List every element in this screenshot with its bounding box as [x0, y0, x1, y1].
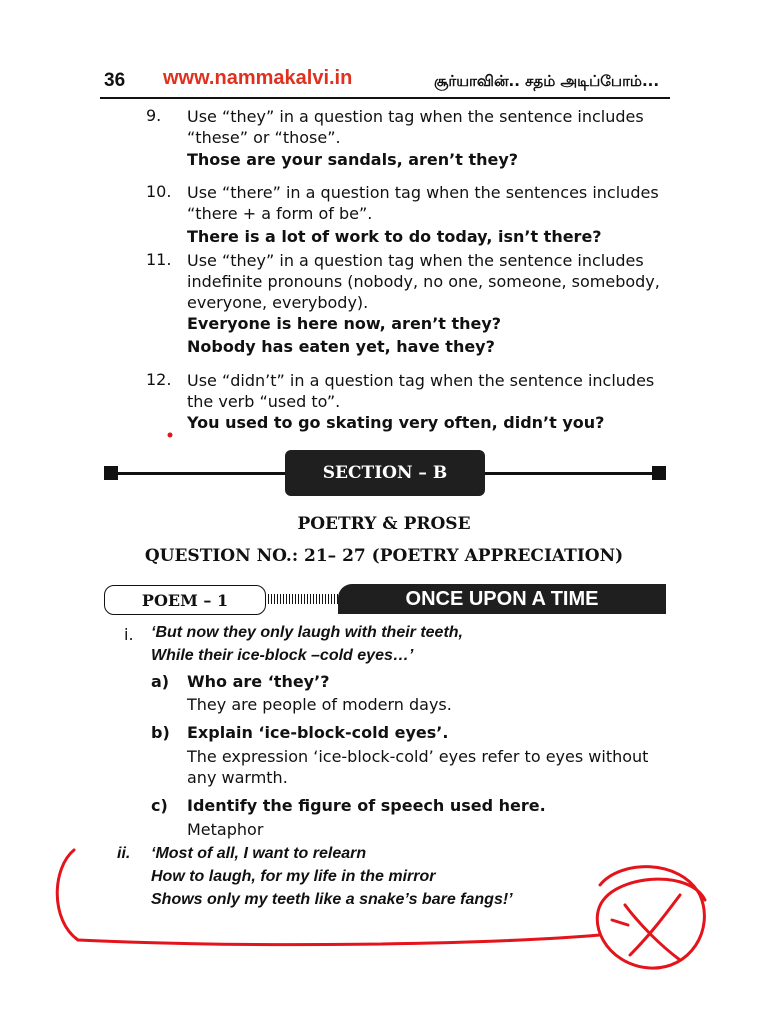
extract-line: ‘But now they only laugh with their teeth,	[151, 624, 463, 641]
rule-text-line: the verb “used to”.	[187, 392, 341, 411]
extract-line: While their ice-block –cold eyes…’	[151, 647, 414, 664]
red-x-scribble	[612, 895, 680, 960]
rule-number: 9.	[146, 106, 162, 125]
extract-line: How to laugh, for my life in the mirror	[151, 868, 436, 885]
section-subtitle: POETRY & PROSE	[297, 514, 471, 534]
answer-text: any warmth.	[187, 768, 288, 787]
answer-text: The expression ‘ice-block-cold’ eyes refer to eyes without	[187, 747, 649, 766]
extract-number: ii.	[117, 845, 131, 862]
question-text: Explain ‘ice-block-cold eyes’.	[187, 723, 449, 742]
question-text: Who are ‘they’?	[187, 672, 330, 691]
red-circle-scribble	[597, 867, 705, 968]
rule-text-line: Use “didn’t” in a question tag when the sentence includes	[187, 371, 655, 390]
rule-example: You used to go skating very often, didn’t you?	[187, 413, 605, 432]
question-text: Identify the figure of speech used here.	[187, 796, 546, 815]
extract-line: Shows only my teeth like a snake’s bare fangs!’	[151, 891, 513, 908]
rule-number: 11.	[146, 250, 172, 269]
page-number: 36	[104, 70, 126, 91]
section-label: SECTION – B	[285, 450, 485, 496]
rule-example: Nobody has eaten yet, have they?	[187, 337, 495, 356]
question-letter: a)	[151, 672, 170, 691]
question-letter: c)	[151, 796, 168, 815]
rule-number: 12.	[146, 370, 172, 389]
poem-title: ONCE UPON A TIME	[338, 584, 666, 614]
rule-example: Those are your sandals, aren’t they?	[187, 150, 519, 169]
question-heading: QUESTION NO.: 21– 27 (POETRY APPRECIATION)	[144, 546, 624, 566]
rule-example: There is a lot of work to do today, isn’t there?	[187, 227, 602, 246]
red-underline-mark	[78, 935, 600, 945]
rule-text-line: Use “they” in a question tag when the sentence includes	[187, 251, 644, 270]
rule-text-line: “there + a form of be”.	[187, 204, 373, 223]
answer-text: Metaphor	[187, 820, 264, 839]
tamil-tagline: சூர்யாவின்.. சதம் அடிப்போம்...	[434, 72, 660, 90]
red-dot-mark	[168, 433, 173, 438]
site-url[interactable]: www.nammakalvi.in	[163, 67, 353, 89]
rule-text-line: Use “they” in a question tag when the sentence includes	[187, 107, 644, 126]
question-letter: b)	[151, 723, 170, 742]
rule-example: Everyone is here now, aren’t they?	[187, 314, 502, 333]
red-bracket-mark	[57, 850, 78, 940]
rule-number: 10.	[146, 182, 172, 201]
rule-text-line: Use “there” in a question tag when the sentences includes	[187, 183, 659, 202]
answer-text: They are people of modern days.	[187, 695, 452, 714]
rule-text-line: everyone, everybody).	[187, 293, 369, 312]
poem-label: POEM – 1	[104, 585, 266, 615]
rule-text-line: indefinite pronouns (nobody, no one, someone, somebody,	[187, 272, 660, 291]
rule-text-line: “these” or “those”.	[187, 128, 341, 147]
extract-line: ‘Most of all, I want to relearn	[151, 845, 367, 862]
extract-number: i.	[124, 625, 134, 644]
